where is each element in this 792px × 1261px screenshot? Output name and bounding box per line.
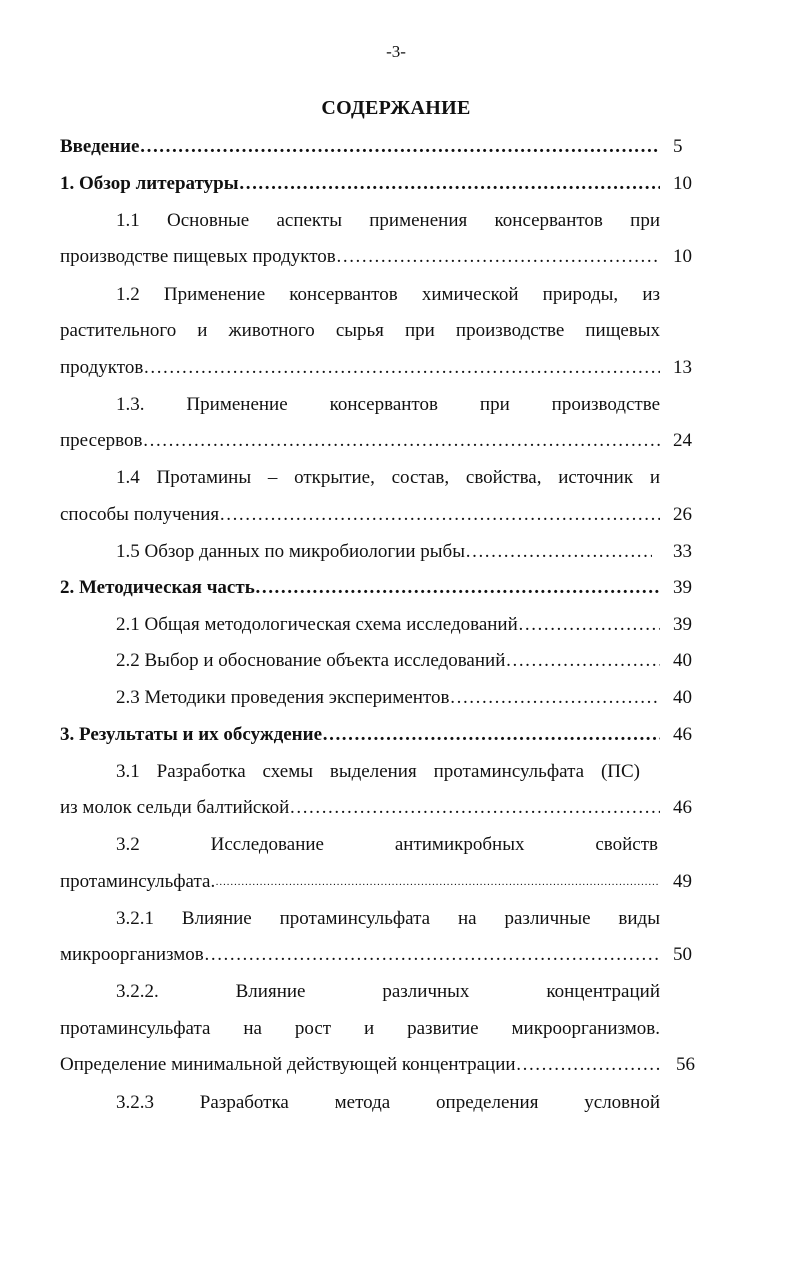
toc-page-number: 5 <box>673 136 683 157</box>
toc-entry-2-1[interactable] <box>116 612 660 638</box>
toc-entry-3-2-2-line1[interactable]: 3.2.2. Влияние различных концентраций <box>116 981 660 1002</box>
toc-entry-3-2-2-line2[interactable]: протаминсульфата на рост и развитие микроорганизмов. <box>60 1018 660 1039</box>
toc-page-number: 46 <box>673 724 692 745</box>
toc-entry-text: 2.3 Методики проведения экспериментов <box>116 687 450 708</box>
toc-entry-3-2-1-line1[interactable]: 3.2.1 Влияние протаминсульфата на различные виды <box>116 908 660 929</box>
toc-entry-3-2[interactable] <box>60 869 660 895</box>
leader-dots <box>239 171 660 197</box>
toc-page-number: 46 <box>673 797 692 818</box>
toc-entry-text: Определение минимальной действующей концентрации <box>60 1054 516 1075</box>
toc-entry-3-1[interactable] <box>60 795 660 821</box>
leader-dots <box>215 869 660 895</box>
toc-entry-1-2-line1[interactable]: 1.2 Применение консервантов химической природы, из <box>116 284 660 305</box>
toc-entry-text: Введение <box>60 136 140 157</box>
toc-entry-3-2-2[interactable] <box>60 1052 660 1078</box>
toc-entry-1-1-line1[interactable]: 1.1 Основные аспекты применения консервантов при <box>116 210 660 231</box>
toc-entry-text: пресервов <box>60 430 143 451</box>
leader-dots <box>322 722 660 748</box>
leader-dots <box>289 795 660 821</box>
toc-page-number: 49 <box>673 871 692 892</box>
toc-page-number: 10 <box>673 246 692 267</box>
toc-page-number: 40 <box>673 687 692 708</box>
toc-entry-2-3[interactable] <box>116 685 660 711</box>
toc-entry-text: способы получения <box>60 504 220 525</box>
toc-page-number: 10 <box>673 173 692 194</box>
toc-entry-1-2-line2[interactable]: растительного и животного сырья при производстве пищевых <box>60 320 660 341</box>
leader-dots <box>219 502 660 528</box>
toc-entry-text: производстве пищевых продуктов <box>60 246 336 267</box>
toc-page-number: 13 <box>673 357 692 378</box>
toc-entry-text: 1. Обзор литературы <box>60 173 239 194</box>
toc-page-number: 40 <box>673 650 692 671</box>
toc-entry-text: 2. Методическая часть <box>60 577 255 598</box>
toc-entry-text: продуктов <box>60 357 144 378</box>
toc-entry-1-3[interactable] <box>60 428 660 454</box>
toc-entry-chapter-3[interactable] <box>60 722 660 748</box>
leader-dots <box>140 134 661 160</box>
leader-dots <box>516 1052 660 1078</box>
toc-entry-text: 1.5 Обзор данных по микробиологии рыбы <box>116 541 465 562</box>
toc-entry-text: из молок сельди балтийской <box>60 797 290 818</box>
page-number: -3- <box>386 42 406 61</box>
toc-entry-text: микроорганизмов <box>60 944 204 965</box>
toc-entry-2-2[interactable] <box>116 648 660 674</box>
toc-entry-text: 3. Результаты и их обсуждение <box>60 724 323 745</box>
toc-entry-1-5[interactable] <box>116 539 652 565</box>
toc-page-number: 33 <box>673 541 692 562</box>
toc-entry-3-2-1[interactable] <box>60 942 660 968</box>
toc-page-number: 56 <box>676 1054 695 1075</box>
toc-title: СОДЕРЖАНИЕ <box>321 97 471 119</box>
leader-dots <box>518 612 660 638</box>
toc-entry-chapter-2[interactable] <box>60 575 660 601</box>
toc-entry-1-4[interactable] <box>60 502 660 528</box>
toc-entry-3-1-line1[interactable]: 3.1 Разработка схемы выделения протаминсульфата (ПС) <box>116 761 640 782</box>
toc-page-number: 39 <box>673 614 692 635</box>
toc-entry-1-4-line1[interactable]: 1.4 Протамины – открытие, состав, свойства, источник и <box>116 467 660 488</box>
leader-dots <box>143 355 660 381</box>
leader-dots <box>336 244 660 270</box>
toc-page-number: 26 <box>673 504 692 525</box>
leader-dots <box>449 685 660 711</box>
toc-entry-text: 2.1 Общая методологическая схема исследований <box>116 614 518 635</box>
toc-entry-1-1[interactable] <box>60 244 660 270</box>
leader-dots <box>204 942 660 968</box>
toc-page-number: 24 <box>673 430 692 451</box>
leader-dots <box>505 648 660 674</box>
leader-dots <box>465 539 652 565</box>
toc-entry-chapter-1[interactable] <box>60 171 660 197</box>
toc-entry-3-2-line1[interactable]: 3.2 Исследование антимикробных свойств <box>116 834 658 855</box>
toc-page-number: 50 <box>673 944 692 965</box>
toc-entry-3-2-3-line1[interactable]: 3.2.3 Разработка метода определения условной <box>116 1092 660 1113</box>
toc-entry-1-3-line1[interactable]: 1.3. Применение консервантов при производстве <box>116 394 660 415</box>
toc-page-number: 39 <box>673 577 692 598</box>
leader-dots <box>143 428 661 454</box>
toc-entry-text: протаминсульфата. <box>60 871 216 892</box>
toc-entry-intro[interactable] <box>60 134 660 160</box>
toc-entry-text: 2.2 Выбор и обоснование объекта исследований <box>116 650 506 671</box>
leader-dots <box>255 575 660 601</box>
toc-entry-1-2[interactable] <box>60 355 660 381</box>
